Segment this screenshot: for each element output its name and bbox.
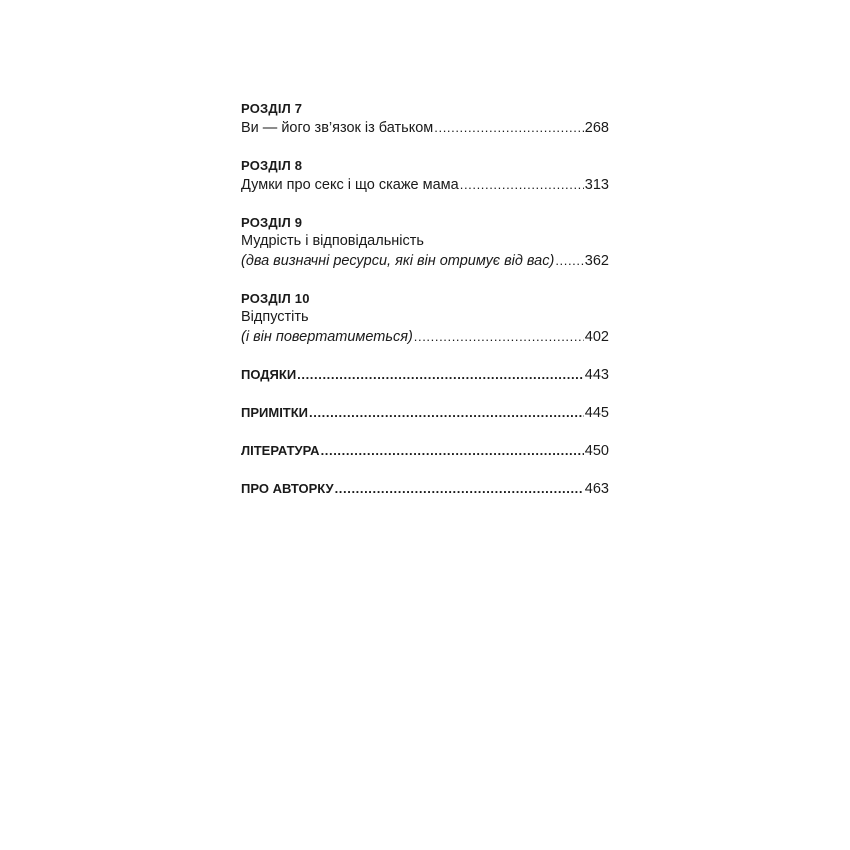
- toc-entry: [241, 118, 609, 137]
- page-number: 268: [584, 120, 609, 136]
- page-number: 450: [584, 443, 609, 459]
- toc-entry: [241, 251, 609, 270]
- section-title: ПОДЯКИ: [241, 367, 297, 382]
- dot-leader: [335, 479, 584, 498]
- section-title: ЛІТЕРАТУРА: [241, 443, 320, 458]
- chapter-title: Відпустіть: [241, 309, 309, 325]
- page-number: 313: [584, 177, 609, 193]
- dot-leader: [321, 441, 584, 460]
- toc-chapter-7: [241, 99, 609, 137]
- dot-leader: [434, 118, 584, 138]
- dot-leader: [297, 365, 584, 384]
- dot-leader: [555, 251, 583, 271]
- table-of-contents: [241, 99, 609, 498]
- toc-chapter-8: [241, 156, 609, 194]
- chapter-label: РОЗДІЛ 10: [241, 291, 310, 306]
- page-number: 463: [584, 481, 609, 497]
- section-title: ПРО АВТОРКУ: [241, 481, 334, 496]
- toc-entry: [241, 327, 609, 346]
- chapter-title: Думки про секс і що скаже мама: [241, 177, 459, 193]
- dot-leader: [414, 327, 584, 347]
- page-number: 445: [584, 405, 609, 421]
- chapter-subtitle: (два визначні ресурси, які він отримує від вас): [241, 253, 555, 269]
- chapter-label: РОЗДІЛ 8: [241, 158, 303, 173]
- page-number: 443: [584, 367, 609, 383]
- toc-entry: [241, 175, 609, 194]
- toc-chapter-10: [241, 289, 609, 346]
- toc-section-notes: [241, 403, 609, 422]
- toc-section-bibliography: [241, 441, 609, 460]
- toc-section-acknowledgements: [241, 365, 609, 384]
- dot-leader: [460, 175, 584, 195]
- chapter-title: Мудрість і відповідальність: [241, 233, 424, 249]
- page-number: 402: [584, 329, 609, 345]
- section-title: ПРИМІТКИ: [241, 405, 309, 420]
- chapter-label: РОЗДІЛ 7: [241, 101, 303, 116]
- page-number: 362: [584, 253, 609, 269]
- toc-section-about-author: [241, 479, 609, 498]
- toc-chapter-9: [241, 213, 609, 270]
- chapter-title: Ви — його зв’язок із батьком: [241, 120, 434, 136]
- chapter-subtitle: (і він повертатиметься): [241, 329, 413, 345]
- chapter-label: РОЗДІЛ 9: [241, 215, 303, 230]
- dot-leader: [309, 403, 584, 422]
